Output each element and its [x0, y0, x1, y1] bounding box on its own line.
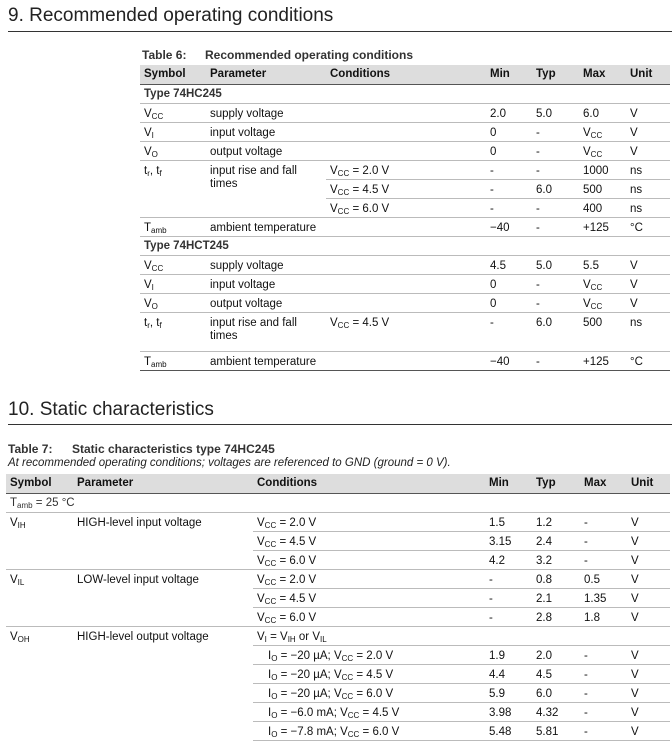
cond-cell: [326, 352, 486, 371]
cond-io: = −20 µA;: [280, 650, 331, 662]
min-cell: −40: [486, 352, 532, 371]
section-10-title: 10. Static characteristics: [8, 399, 214, 420]
cond-io: = −20 µA;: [280, 669, 331, 681]
min-cell: -: [486, 161, 532, 180]
max-cell: 400: [579, 199, 626, 218]
unit-cell: V: [627, 570, 670, 589]
cond-cell: $V_{CC} = 4.5$ V: [253, 589, 485, 608]
cond-cell: $I_O = -6.0$ mA; $V_{CC} = 4.5$ V: [253, 703, 485, 722]
unit-cell: V: [626, 256, 670, 275]
typ-cell: [532, 627, 580, 646]
table-row: [140, 161, 670, 180]
min-cell: 4.4: [485, 665, 532, 684]
min-cell: -: [485, 589, 532, 608]
max-cell: 500: [579, 180, 626, 199]
max-cell: -: [580, 551, 627, 570]
min-cell: 0: [486, 275, 532, 294]
table-row: [6, 570, 670, 589]
table-7-caption: [8, 442, 275, 456]
typ-cell: 2.4: [532, 532, 580, 551]
cond-cell: [326, 123, 486, 142]
max-cell: -: [580, 722, 627, 741]
symbol-vil: $V_{IL}$: [6, 570, 73, 627]
min-cell: 3.98: [485, 703, 532, 722]
symbol-tamb: $T_{amb}$: [140, 218, 206, 237]
param-cell: ambient temperature: [206, 218, 326, 237]
param-cell: HIGH-level output voltage: [77, 631, 209, 643]
max-cell: $V_{CC}$: [579, 123, 626, 142]
max-cell: 0.5: [580, 570, 627, 589]
symbol-tr-tf: $t_r$, $t_f$: [140, 313, 206, 352]
unit-cell: V: [627, 513, 670, 532]
cond-vcc: = 6.0 V: [362, 726, 400, 738]
cond-value: = 2.0 V: [279, 517, 317, 529]
min-cell: 5.9: [485, 684, 532, 703]
table-row: [140, 218, 670, 237]
typ-cell: -: [532, 352, 579, 371]
min-cell: 4.5: [486, 256, 532, 275]
min-cell: −40: [486, 218, 532, 237]
cond-cell: $I_O = -7.8$ mA; $V_{CC} = 6.0$ V: [253, 722, 485, 741]
symbol-vih: $V_{IH}$: [6, 513, 73, 570]
header-typ: Typ: [532, 474, 580, 494]
header-unit: Unit: [627, 474, 670, 494]
max-cell: -: [580, 703, 627, 722]
typ-cell: -: [532, 294, 579, 313]
param-cell: output voltage: [206, 294, 326, 313]
table-row: [140, 256, 670, 275]
typ-cell: 4.5: [532, 665, 580, 684]
cond-cell: $V_{CC} = 6.0$ V: [326, 199, 486, 218]
symbol-voh: $V_{OH}$: [10, 631, 30, 644]
param-cell: input voltage: [206, 275, 326, 294]
cond-or: or: [298, 631, 310, 643]
typ-cell: 2.0: [532, 646, 580, 665]
cond-io: = −20 µA;: [280, 688, 331, 700]
cond-vcc: = 6.0 V: [356, 688, 394, 700]
param-cell: input rise and fall times: [206, 161, 326, 218]
cond-cell: $V_{CC} = 2.0$ V: [326, 161, 486, 180]
unit-cell: ns: [626, 313, 670, 352]
min-cell: 0: [486, 142, 532, 161]
cond-cell: [326, 256, 486, 275]
header-typ: Typ: [532, 65, 579, 85]
typ-cell: 5.0: [532, 256, 579, 275]
header-min: Min: [485, 474, 532, 494]
section-9-rule: [8, 31, 672, 32]
param-cell: output voltage: [206, 142, 326, 161]
cond-value: = 6.0 V: [279, 612, 317, 624]
max-cell: -: [580, 684, 627, 703]
cond-vcc: = 2.0 V: [356, 650, 394, 662]
max-cell: 5.5: [579, 256, 626, 275]
table-row: [6, 627, 670, 646]
tamb-condition-label: $T_{amb} = 25$ °C: [6, 494, 670, 513]
table-row: [6, 513, 670, 532]
max-cell: 1.8: [580, 608, 627, 627]
min-cell: 0: [486, 294, 532, 313]
unit-cell: V: [627, 684, 670, 703]
typ-cell: -: [532, 275, 579, 294]
cond-io: = −6.0 mA;: [280, 707, 337, 719]
cond-cell: [326, 104, 486, 123]
typ-cell: -: [532, 142, 579, 161]
max-cell: [580, 627, 627, 646]
cond-io: = −7.8 mA;: [280, 726, 337, 738]
symbol-vo: $V_O$: [140, 142, 206, 161]
unit-cell: V: [627, 589, 670, 608]
typ-cell: 6.0: [532, 180, 579, 199]
header-conditions: Conditions: [253, 474, 485, 494]
typ-cell: 5.81: [532, 722, 580, 741]
typ-cell: 3.2: [532, 551, 580, 570]
symbol-vi: $V_I$: [140, 123, 206, 142]
unit-cell: V: [627, 532, 670, 551]
cond-cell: $V_I = V_{IH}$ or $V_{IL}$: [253, 627, 485, 646]
max-cell: -: [580, 532, 627, 551]
min-cell: 1.9: [485, 646, 532, 665]
max-cell: -: [580, 665, 627, 684]
min-cell: 1.5: [485, 513, 532, 532]
unit-cell: °C: [626, 352, 670, 371]
param-cell: LOW-level input voltage: [73, 570, 253, 627]
min-cell: 3.15: [485, 532, 532, 551]
table-6-header-row: [140, 65, 670, 85]
min-cell: 2.0: [486, 104, 532, 123]
param-cell: input rise and fall times: [206, 313, 326, 352]
header-conditions: Conditions: [326, 65, 486, 85]
max-cell: +125: [579, 218, 626, 237]
typ-cell: -: [532, 161, 579, 180]
cond-cell: $V_{CC} = 4.5$ V: [253, 532, 485, 551]
unit-cell: V: [626, 104, 670, 123]
typ-cell: -: [532, 218, 579, 237]
cond-cell: $V_{CC} = 6.0$ V: [253, 608, 485, 627]
max-cell: $V_{CC}$: [579, 294, 626, 313]
typ-cell: 2.8: [532, 608, 580, 627]
min-cell: -: [486, 199, 532, 218]
param-cell: ambient temperature: [206, 352, 326, 371]
typ-cell: 2.1: [532, 589, 580, 608]
min-cell: 4.2: [485, 551, 532, 570]
cond-cell: [326, 218, 486, 237]
table-6-number: Table 6:: [142, 48, 187, 62]
unit-cell: V: [627, 646, 670, 665]
cond-vcc: = 4.5 V: [362, 707, 400, 719]
cond-cell: $V_{CC} = 6.0$ V: [253, 551, 485, 570]
header-max: Max: [580, 474, 627, 494]
header-symbol: Symbol: [140, 65, 206, 85]
type-74hc245-label: Type 74HC245: [140, 85, 670, 104]
cond-value: = 4.5 V: [279, 536, 317, 548]
header-min: Min: [486, 65, 532, 85]
table-row: [140, 275, 670, 294]
typ-cell: 1.2: [532, 513, 580, 532]
cond-eq: =: [270, 631, 277, 643]
typ-cell: 4.32: [532, 703, 580, 722]
cond-cell: [326, 275, 486, 294]
min-cell: -: [486, 180, 532, 199]
min-cell: [485, 627, 532, 646]
max-cell: $V_{CC}$: [579, 275, 626, 294]
cond-value: = 2.0 V: [279, 574, 317, 586]
max-cell: -: [580, 646, 627, 665]
unit-cell: V: [626, 123, 670, 142]
unit-cell: V: [627, 703, 670, 722]
header-max: Max: [579, 65, 626, 85]
cond-cell: $I_O = -20$ µA; $V_{CC} = 4.5$ V: [253, 665, 485, 684]
tamb-value: = 25 °C: [35, 497, 75, 509]
max-cell: $V_{CC}$: [579, 142, 626, 161]
unit-cell: V: [626, 294, 670, 313]
symbol-tamb: $T_{amb}$: [140, 352, 206, 371]
symbol-vcc: $V_{CC}$: [140, 104, 206, 123]
min-cell: 5.48: [485, 722, 532, 741]
min-cell: -: [485, 570, 532, 589]
symbol-tr-tf: $t_r$, $t_f$: [140, 161, 206, 218]
typ-cell: 6.0: [532, 313, 579, 352]
table-7-title: Static characteristics type 74HC245: [72, 442, 275, 456]
max-cell: 500: [579, 313, 626, 352]
table-7-note: At recommended operating conditions; voltages are referenced to GND (ground = 0 V).: [8, 457, 451, 469]
header-parameter: Parameter: [206, 65, 326, 85]
table-6: [140, 65, 670, 371]
header-unit: Unit: [626, 65, 670, 85]
max-cell: 1.35: [580, 589, 627, 608]
table-row: [140, 313, 670, 352]
unit-cell: V: [627, 551, 670, 570]
table-6-title: Recommended operating conditions: [205, 48, 414, 62]
typ-cell: -: [532, 123, 579, 142]
cond-cell: $I_O = -20$ µA; $V_{CC} = 6.0$ V: [253, 684, 485, 703]
table-row: [140, 104, 670, 123]
typ-cell: 5.0: [532, 104, 579, 123]
cond-cell: $V_{CC} = 2.0$ V: [253, 570, 485, 589]
table-row: [140, 142, 670, 161]
typ-cell: -: [532, 199, 579, 218]
unit-cell: V: [626, 275, 670, 294]
cond-value: = 6.0 V: [279, 555, 317, 567]
unit-cell: ns: [626, 199, 670, 218]
cond-value: = 4.5 V: [279, 593, 317, 605]
symbol-vi: $V_I$: [140, 275, 206, 294]
param-cell: supply voltage: [206, 104, 326, 123]
unit-cell: [627, 627, 670, 646]
table-7-header-row: [6, 474, 670, 494]
table-row: [140, 294, 670, 313]
unit-cell: V: [627, 665, 670, 684]
max-cell: 1000: [579, 161, 626, 180]
typ-cell: 0.8: [532, 570, 580, 589]
param-cell: HIGH-level input voltage: [73, 513, 253, 570]
param-cell: input voltage: [206, 123, 326, 142]
min-cell: -: [485, 608, 532, 627]
unit-cell: ns: [626, 180, 670, 199]
unit-cell: V: [627, 722, 670, 741]
cond-cell: $I_O = -20$ µA; $V_{CC} = 2.0$ V: [253, 646, 485, 665]
unit-cell: V: [627, 608, 670, 627]
cond-value: = 4.5 V: [352, 184, 390, 196]
cond-value: = 6.0 V: [352, 203, 390, 215]
max-cell: -: [580, 513, 627, 532]
section-10-rule: [8, 424, 672, 425]
table-7: [6, 474, 670, 741]
min-cell: 0: [486, 123, 532, 142]
type-74hct245-label: Type 74HCT245: [140, 237, 670, 256]
table-6-caption: [142, 48, 413, 62]
cond-cell: $V_{CC} = 2.0$ V: [253, 513, 485, 532]
cond-cell: $V_{CC} = 4.5$ V: [326, 180, 486, 199]
param-cell: supply voltage: [206, 256, 326, 275]
cond-cell: [326, 142, 486, 161]
table-7-number: Table 7:: [8, 442, 53, 456]
cond-vcc: = 4.5 V: [356, 669, 394, 681]
cond-cell: $V_{CC} = 4.5$ V: [326, 313, 486, 352]
symbol-vcc: $V_{CC}$: [140, 256, 206, 275]
cond-value: = 4.5 V: [352, 317, 390, 329]
typ-cell: 6.0: [532, 684, 580, 703]
max-cell: 6.0: [579, 104, 626, 123]
header-parameter: Parameter: [73, 474, 253, 494]
table-row: [140, 123, 670, 142]
table-row: [140, 352, 670, 371]
section-9-title: 9. Recommended operating conditions: [8, 5, 334, 26]
header-symbol: Symbol: [6, 474, 73, 494]
unit-cell: V: [626, 142, 670, 161]
unit-cell: ns: [626, 161, 670, 180]
min-cell: -: [486, 313, 532, 352]
symbol-vo: $V_O$: [140, 294, 206, 313]
max-cell: +125: [579, 352, 626, 371]
cond-cell: [326, 294, 486, 313]
cond-value: = 2.0 V: [352, 165, 390, 177]
unit-cell: °C: [626, 218, 670, 237]
